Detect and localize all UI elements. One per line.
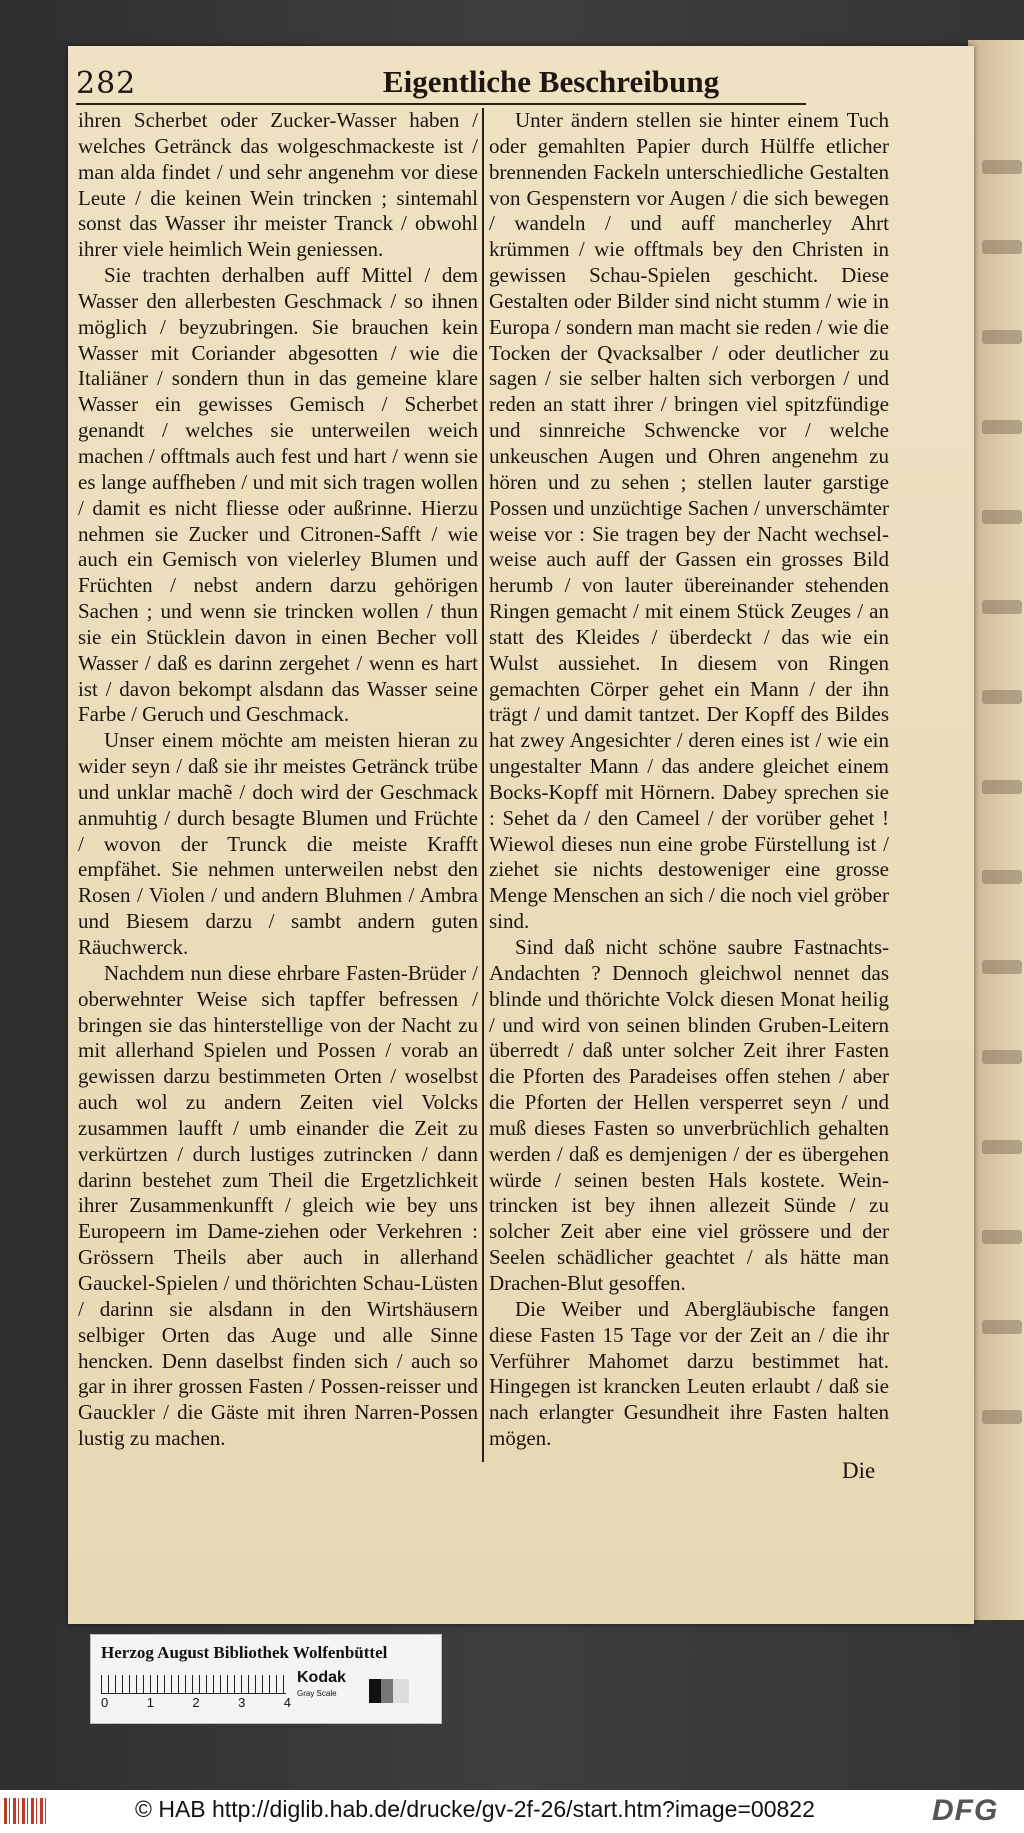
right-text-column xyxy=(489,108,889,1452)
color-calibration-bar xyxy=(90,1634,442,1724)
scale-number: 4 xyxy=(283,1695,291,1710)
gray-swatch xyxy=(369,1679,409,1703)
bleed-through-text xyxy=(982,1320,1022,1334)
paragraph: Die Weiber und Abergläubische fangen diese Fasten 15 Tage vor der Zeit an / die ihr Verführer Mahomet darzu bestimmet hat. Hingegen ist krancken Leuten erlaubt / daß sie nach erlangter Gesundheit ihre Fasten halten mögen. xyxy=(489,1296,889,1451)
kodak-brand: Kodak xyxy=(297,1669,346,1686)
bleed-through-text xyxy=(982,330,1022,344)
running-head: Eigentliche Beschreibung xyxy=(382,64,720,99)
scale-ruler xyxy=(101,1675,286,1694)
scale-number: 1 xyxy=(146,1695,154,1710)
scale-number: 0 xyxy=(101,1695,109,1710)
bleed-through-text xyxy=(982,1050,1022,1064)
scale-number: 2 xyxy=(192,1695,200,1710)
column-divider xyxy=(482,108,484,1462)
bleed-through-text xyxy=(982,960,1022,974)
catchword: Die xyxy=(842,1458,876,1483)
scale-number: 3 xyxy=(238,1695,246,1710)
source-link[interactable]: © HAB http://diglib.hab.de/drucke/gv-2f-26/start.htm?image=00822 xyxy=(135,1796,815,1822)
bleed-through-text xyxy=(982,1230,1022,1244)
left-text-column xyxy=(78,108,478,1452)
library-name: Herzog August Bibliothek Wolfenbüttel xyxy=(101,1643,388,1662)
page-number: 282 xyxy=(76,66,137,101)
bleed-through-text xyxy=(982,240,1022,254)
barcode-icon xyxy=(4,1798,48,1824)
dfg-logo: DFG xyxy=(932,1794,999,1827)
header-rule xyxy=(76,103,806,105)
bleed-through-text xyxy=(982,420,1022,434)
paragraph: ihren Scherbet oder Zucker-Wasser haben / welches Getränck das wolgeschmackeste ist / man alda findet / und sehr angenehm vor diese Leute / die keinen Wein trincken ; sintemahl sonst das Wasser ihr meister Tranck / obwohl ihrer viele heimlich Wein geniessen. xyxy=(78,108,478,262)
bleed-through-text xyxy=(982,870,1022,884)
bleed-through-text xyxy=(982,780,1022,794)
bleed-through-text xyxy=(982,510,1022,524)
paragraph: Sind daß nicht schöne saubre Fastnachts-Andachten ? Dennoch gleichwol nennet das blinde und thörichte Volck diesen Monat heilig / und wird von seinen blinden Gruben-Leitern überredt / daß unter solcher Zeit ihrer Fasten die Pforten des Paradeises offen stehen / aber die Pforten der Hellen versperret seyn / und muß dieses Fasten so unverbrüchlich gehalten werden / daß es demjenigen / der es übergehen würde / seinen besten Hals kostete. Wein-trincken ist bey ihnen allezeit Sünde / zu solcher Zeit aber eine viel grössere und der Seelen schädlicher geachtet / als hätte man Drachen-Blut gesoffen. xyxy=(489,935,889,1295)
bleed-through-text xyxy=(982,690,1022,704)
paragraph: Nachdem nun diese ehrbare Fasten-Brüder / oberwehnter Weise sich tapffer befressen / bringen sie das hinterstellige von der Nacht zu mit allerhand Spielen und Possen / vorab an gewissen darzu bestimmeten Orten / woselbst auch wol zu andern Zeiten viel Volcks zusammen laufft / umb einander die Zeit zu verkürtzen / durch lustiges zutrincken / dann darinn bestehet zum Theil die Ergetzlichkeit ihrer Zusammenkunfft / gleich wie bey uns Europeern im Dame-ziehen oder Verkehren : Grössern Theils aber auch in allerhand Gauckel-Spielen / und thörichten Schau-Lüsten / darinn sie alsdann in den Wirtshäusern selbiger Orten das Auge und alle Sinne hencken. Denn daselbst finden sich / auch so gar in ihrer grossen Fasten / Possen-reisser und Gauckler / die Gäste mit ihren Narren-Possen lustig zu machen. xyxy=(78,960,478,1451)
paragraph: Unser einem möchte am meisten hieran zu wider seyn / daß sie ihr meistes Getränck trübe und unklar machẽ / doch wird der Geschmack anmuhtig / durch besagte Blumen und Früchte / wovon der Trunck die meiste Krafft empfähet. Sie nehmen unterweilen nebst den Rosen / Violen / und andern Bluhmen / Ambra und Biesem darzu / sambt andern guten Räuchwerck. xyxy=(78,728,478,959)
bleed-through-text xyxy=(982,1410,1022,1424)
footer-bar xyxy=(0,1790,1024,1833)
bleed-through-text xyxy=(982,160,1022,174)
bleed-through-text xyxy=(982,600,1022,614)
adjacent-page-edge xyxy=(968,40,1024,1620)
paragraph: Unter ändern stellen sie hinter einem Tuch oder gemahlten Papier durch Hülffe etlicher brennenden Fackeln unterschiedliche Gestalten von Gespenstern vor Augen / die sich bewegen / wandeln / und auff mancherley Ahrt krümmen / wie offtmals bey den Christen in gewissen Schau-Spielen geschicht. Diese Gestalten oder Bilder sind nicht stumm / wie in Europa / sondern man macht sie reden / wie die Tocken der Qvacksalber / oder deutlicher zu sagen / sie selber halten sich verborgen / und reden an statt ihrer / bringen viel spitzfündige und sinnreiche Schwencke vor / welche unkeuschen Augen und Ohren angenehm zu hören und zu sehen ; stellen lauter garstige Possen und unzüchtige Sachen / unverschämter weise vor : Sie tragen bey der Nacht wechsel-weise auch auff der Gassen ein grosses Bild herumb / von lauter übereinander stehenden Ringen gemacht / mit einem Stück Zeuges / an statt des Kleides / überdeckt / das wie ein Wulst aussiehet. In diesem von Ringen gemachten Cörper gehet ein Mann / der ihn trägt / und damit tantzet. Der Kopff des Bildes hat zwey Angesichter / deren eines ist / wie ein ungestalter Mann / das andere gleichet einem Bocks-Kopff mit Hörnern. Dabey sprechen sie : Sehet da / den Cameel / der vorüber gehet ! Wiewol dieses nun eine grobe Fürstellung ist / ziehet sie nichts destoweniger eine grosse Menge Menschen an sich / die noch viel gröber sind. xyxy=(489,108,889,934)
scale-numbers xyxy=(101,1695,291,1710)
paragraph: Sie trachten derhalben auff Mittel / dem Wasser den allerbesten Geschmack / so ihnen möglich / beyzubringen. Sie brauchen kein Wasser mit Coriander abgesotten / wie die Italiäner / sondern thun in das gemeine klare Wasser ein gewisses Gemisch / Scherbet genandt / welches sie unterweilen weich machen / offtmals auch fest und hart / wenn sie es lange auffheben / und mit sich tragen wollen / damit es nicht fliesse oder außrinne. Hierzu nehmen sie Zucker und Citronen-Safft / wie auch ein Gemisch von vielerley Blumen und Früchten / nebst andern darzu gehörigen Sachen ; und wenn sie trincken wollen / thun sie ein Stücklein davon in einen Becher voll Wasser / daß es darinn zergehet / wenn es hart ist / davon bekompt alsdann das Wasser seine Farbe / Geruch und Geschmack. xyxy=(78,263,478,727)
gray-scale-label: Gray Scale xyxy=(297,1689,337,1698)
bleed-through-text xyxy=(982,1140,1022,1154)
